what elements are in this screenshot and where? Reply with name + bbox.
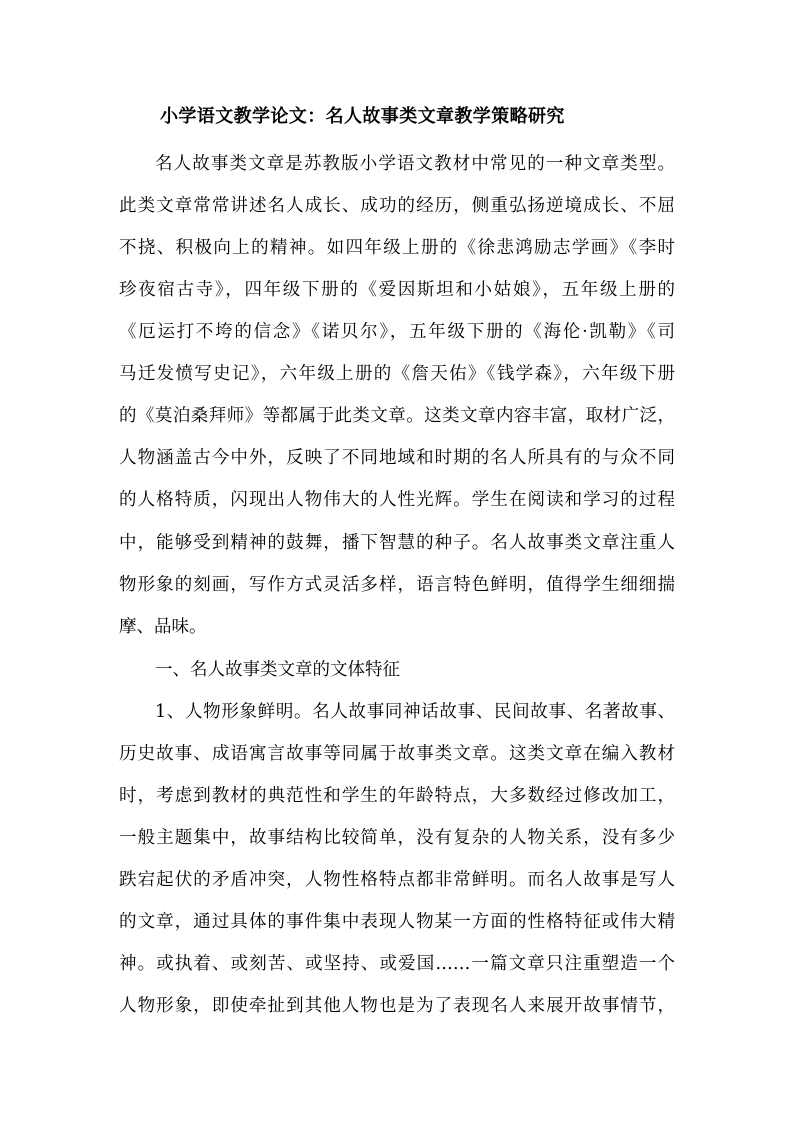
body-line: 的《莫泊桑拜师》等都属于此类文章。这类文章内容丰富，取材广泛，: [119, 406, 675, 426]
body-line: 的文章，通过具体的事件集中表现人物某一方面的性格特征或伟大精: [119, 912, 675, 932]
body-line: 一、名人故事类文章的文体特征: [155, 660, 400, 680]
body-line: 中，能够受到精神的鼓舞，播下智慧的种子。名人故事类文章注重人: [119, 533, 675, 553]
body-line: 人物形象，即使牵扯到其他人物也是为了表现名人来展开故事情节，: [119, 996, 675, 1016]
body-line: 时，考虑到教材的典范性和学生的年龄特点，大多数经过修改加工，: [119, 786, 675, 806]
body-line: 《厄运打不垮的信念》《诺贝尔》，五年级下册的《海伦·凯勒》《司: [119, 322, 675, 342]
body-line: 此类文章常常讲述名人成长、成功的经历，侧重弘扬逆境成长、不屈: [119, 196, 675, 216]
body-line: 人物涵盖古今中外，反映了不同地域和时期的名人所具有的与众不同: [119, 448, 675, 468]
body-line: 摩、品味。: [119, 617, 207, 637]
body-line: 珍夜宿古寺》，四年级下册的《爱因斯坦和小姑娘》，五年级上册的: [119, 280, 675, 300]
body-line: 的人格特质，闪现出人物伟大的人性光辉。学生在阅读和学习的过程: [119, 490, 675, 510]
body-line: 不挠、积极向上的精神。如四年级上册的《徐悲鸿励志学画》《李时: [119, 238, 675, 258]
body-line: 神。或执着、或刻苦、或坚持、或爱国……一篇文章只注重塑造一个: [119, 954, 675, 974]
body-line: 名人故事类文章是苏教版小学语文教材中常见的一种文章类型。: [155, 154, 675, 174]
body-line: 跌宕起伏的矛盾冲突，人物性格特点都非常鲜明。而名人故事是写人: [119, 870, 675, 890]
body-line: 1、人物形象鲜明。名人故事同神话故事、民间故事、名著故事、: [155, 702, 675, 722]
body-line: 一般主题集中，故事结构比较简单，没有复杂的人物关系，没有多少: [119, 828, 675, 848]
body-line: 物形象的刻画，写作方式灵活多样，语言特色鲜明，值得学生细细揣: [119, 575, 675, 595]
body-line: 马迁发愤写史记》，六年级上册的《詹天佑》《钱学森》，六年级下册: [119, 364, 675, 384]
body-line: 历史故事、成语寓言故事等同属于故事类文章。这类文章在编入教材: [119, 744, 675, 764]
document-title: 小学语文教学论文：名人故事类文章教学策略研究: [160, 106, 565, 127]
